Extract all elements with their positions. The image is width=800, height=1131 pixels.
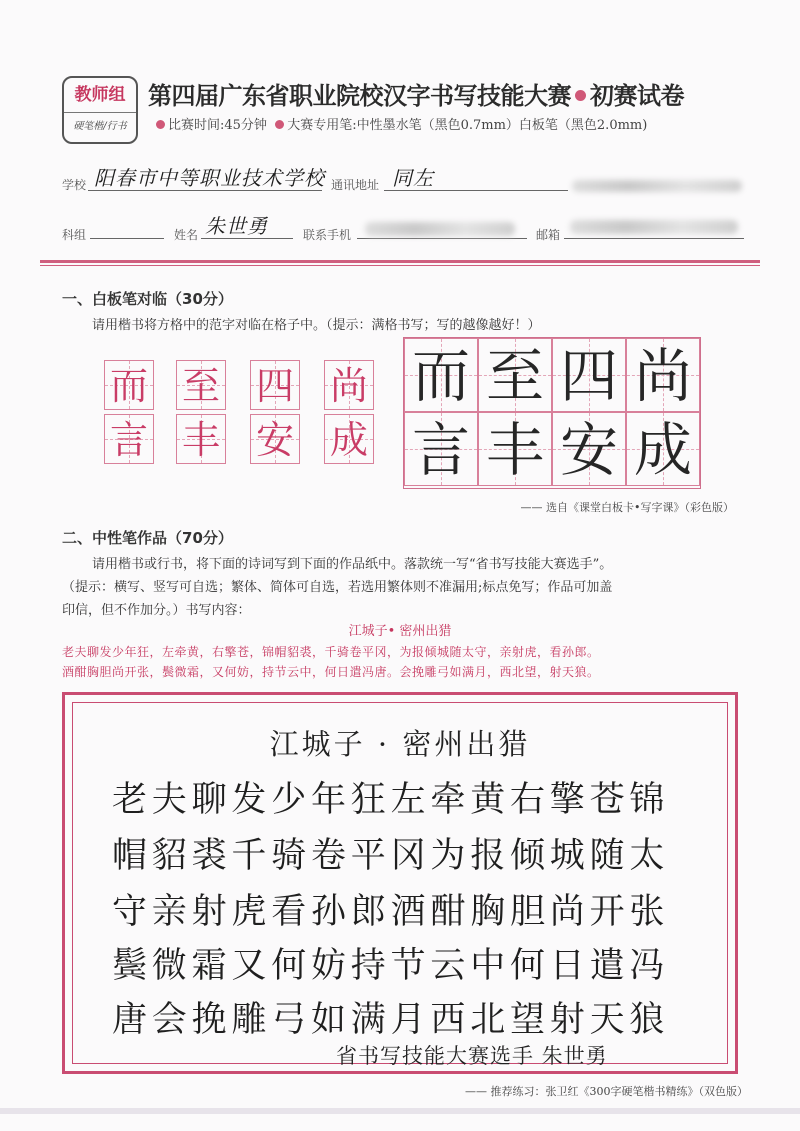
copy-cell: 安 <box>552 412 626 486</box>
copy-cell: 丰 <box>478 412 552 486</box>
model-cell: 而 <box>104 360 154 410</box>
section2-instruction-2: （提示：横写、竖写可自选；繁体、简体可自选，若选用繁体则不准漏用;标点免写；作品可加盖 <box>62 580 613 595</box>
work-title: 江城子 · 密州出猎 <box>269 727 531 761</box>
work-line: 守亲射虎看孙郎酒酣胸胆尚开张 <box>112 892 670 932</box>
section1-instruction: 请用楷书将方格中的范字对临在格子中。（提示：满格书写；写的越像越好！） <box>92 318 541 333</box>
divider-thin <box>40 265 760 266</box>
group-badge <box>62 76 138 144</box>
address-value: 同左 <box>392 166 434 190</box>
section2-instruction-1: 请用楷书或行书，将下面的诗词写到下面的作品纸中。落款统一写“省书写技能大赛选手”。 <box>92 557 613 572</box>
school-field[interactable] <box>88 166 325 191</box>
section1-heading: 一、白板笔对临（30分） <box>62 290 233 308</box>
poem-line: 酒酣胸胆尚开张，鬓微霜，又何妨，持节云中，何日遣冯唐。会挽雕弓如满月，西北望，射天狼。 <box>62 665 600 679</box>
bullet-icon <box>575 90 586 101</box>
copy-cell: 而 <box>404 338 478 412</box>
name-value: 朱世勇 <box>205 214 268 238</box>
model-cell: 成 <box>324 414 374 464</box>
email-label: 邮箱 <box>536 228 561 242</box>
address-field[interactable] <box>384 166 568 191</box>
model-cell: 四 <box>250 360 300 410</box>
contest-rules <box>156 114 647 133</box>
model-cell: 丰 <box>176 414 226 464</box>
school-value: 阳春市中等职业技术学校 <box>94 166 325 190</box>
model-cell: 至 <box>176 360 226 410</box>
work-line: 帽貂裘千骑卷平冈为报倾城随太 <box>112 836 670 876</box>
name-label: 姓名 <box>174 228 199 242</box>
copy-cell: 成 <box>626 412 700 486</box>
model-cell: 安 <box>250 414 300 464</box>
time-label: 比赛时间:45分钟 <box>168 118 267 133</box>
email-field[interactable] <box>564 214 744 239</box>
group-field[interactable] <box>90 214 164 239</box>
work-line: 鬓微霜又何妨持节云中何日遣冯 <box>112 946 670 986</box>
badge-subtitle: 硬笔楷/行书 <box>73 121 127 132</box>
copy-cell: 至 <box>478 338 552 412</box>
work-source: —— 推荐练习：张卫红《300字硬笔楷书精练》（双色版） <box>465 1085 748 1098</box>
address-label: 通讯地址 <box>331 178 380 192</box>
copy-cell: 尚 <box>626 338 700 412</box>
poem-title: 江城子• 密州出猎 <box>348 624 452 639</box>
copy-cell: 四 <box>552 338 626 412</box>
title-main: 第四届广东省职业院校汉字书写技能大赛 <box>148 82 571 110</box>
section2-instruction-3: 印信，但不作加分。）书写内容： <box>62 603 251 618</box>
section2-heading: 二、中性笔作品（70分） <box>62 529 233 547</box>
copy-grid[interactable] <box>403 337 701 489</box>
work-line: 老夫聊发少年狂左牵黄右擎苍锦 <box>112 780 670 820</box>
work-line: 唐会挽雕弓如满月西北望射天狼 <box>112 1000 670 1040</box>
name-field[interactable] <box>201 214 293 239</box>
school-label: 学校 <box>62 178 87 192</box>
model-cell: 言 <box>104 414 154 464</box>
group-label: 科组 <box>62 228 87 242</box>
phone-label: 联系手机 <box>303 228 352 242</box>
page-title <box>148 76 684 111</box>
bullet-icon <box>275 120 284 129</box>
redacted-phone <box>365 222 515 236</box>
signature: 省书写技能大赛选手 朱世勇 <box>336 1044 608 1068</box>
redacted-email <box>570 220 738 234</box>
divider <box>40 260 760 263</box>
title-sub: 初赛试卷 <box>590 82 684 110</box>
phone-field[interactable] <box>357 214 527 239</box>
section1-source: —— 选自《课堂白板卡•写字课》（彩色版） <box>520 501 734 514</box>
badge-title: 教师组 <box>64 78 136 113</box>
model-cell: 尚 <box>324 360 374 410</box>
pen-label: 大赛专用笔:中性墨水笔（黑色0.7mm）白板笔（黑色2.0mm) <box>287 118 648 133</box>
bullet-icon <box>156 120 165 129</box>
footer-bar <box>0 1108 800 1114</box>
copy-cell: 言 <box>404 412 478 486</box>
redacted-address <box>572 180 742 192</box>
poem-line: 老夫聊发少年狂，左牵黄，右擎苍，锦帽貂裘，千骑卷平冈，为报倾城随太守，亲射虎，看孙郎。 <box>62 645 600 659</box>
